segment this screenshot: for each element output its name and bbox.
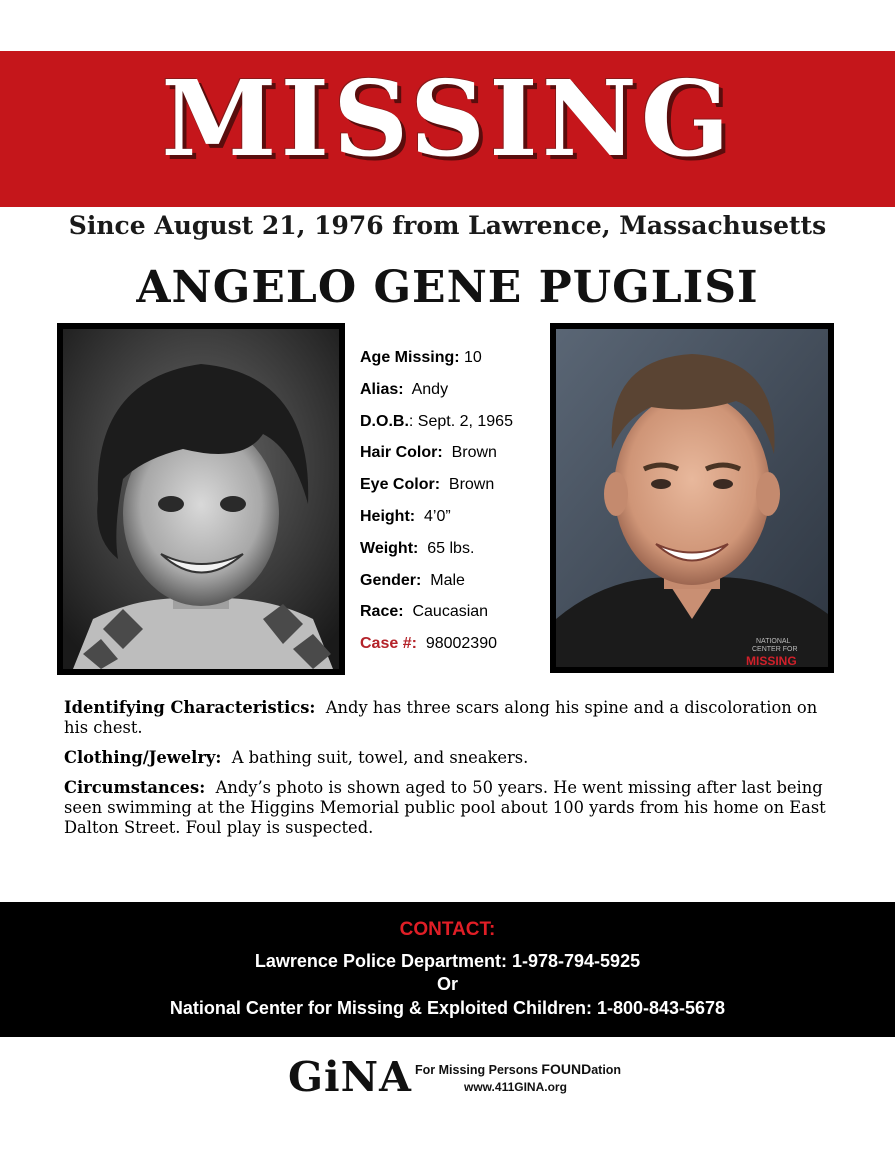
fact-case-number: Case #: 98002390: [360, 635, 497, 653]
fact-list: [360, 342, 540, 660]
contact-police-line: Lawrence Police Department: 1-978-794-5925: [254, 951, 641, 971]
gina-logo: GiNA: [288, 1053, 412, 1101]
fact-weight: Weight: 65 lbs.: [360, 539, 475, 557]
contact-ncmec-line: National Center for Missing & Exploited Children: 1-800-843-5678: [169, 998, 726, 1018]
gina-tagline: For Missing Persons FOUNDation: [415, 1061, 622, 1077]
gina-url: www.411GINA.org: [464, 1080, 567, 1094]
fact-age-missing: Age Missing: 10: [360, 349, 482, 366]
fact-eye-color: Eye Color: Brown: [360, 476, 495, 494]
contact-block: [0, 902, 895, 1037]
contact-heading: CONTACT:: [399, 919, 496, 940]
childhood-photo: [57, 323, 345, 675]
fact-dob: D.O.B.: Sept. 2, 1965: [360, 412, 513, 430]
case-details: [64, 698, 830, 848]
watermark-line1: NATIONAL: [756, 638, 791, 645]
missing-person-name: ANGELO GENE PUGLISI: [136, 262, 759, 313]
fact-gender: Gender: Male: [360, 571, 465, 589]
identifying-characteristics: Identifying Characteristics: Andy has three scars along his spine and a discoloration on his chest.: [64, 698, 818, 737]
gina-footer: [288, 1052, 628, 1102]
watermark-line2: CENTER FOR: [752, 646, 798, 653]
fact-height: Height: 4’0”: [360, 507, 451, 525]
circumstances: Circumstances: Andy’s photo is shown aged to 50 years. He went missing after last being seen swimming at the Higgins Memorial public pool about 100 yards from his home on East Dalton Street. Foul play is suspected.: [64, 778, 826, 837]
age-progressed-photo: [550, 323, 834, 673]
fact-alias: Alias: Andy: [360, 380, 449, 398]
fact-race: Race: Caucasian: [360, 603, 489, 621]
fact-hair-color: Hair Color: Brown: [360, 444, 497, 462]
clothing-jewelry: Clothing/Jewelry: A bathing suit, towel, and sneakers.: [64, 748, 529, 767]
watermark-brand: MISSING: [746, 654, 797, 667]
missing-since-line: Since August 21, 1976 from Lawrence, Massachusetts: [68, 211, 827, 240]
missing-title: MISSING: [161, 57, 734, 180]
contact-or-line: Or: [436, 974, 458, 994]
